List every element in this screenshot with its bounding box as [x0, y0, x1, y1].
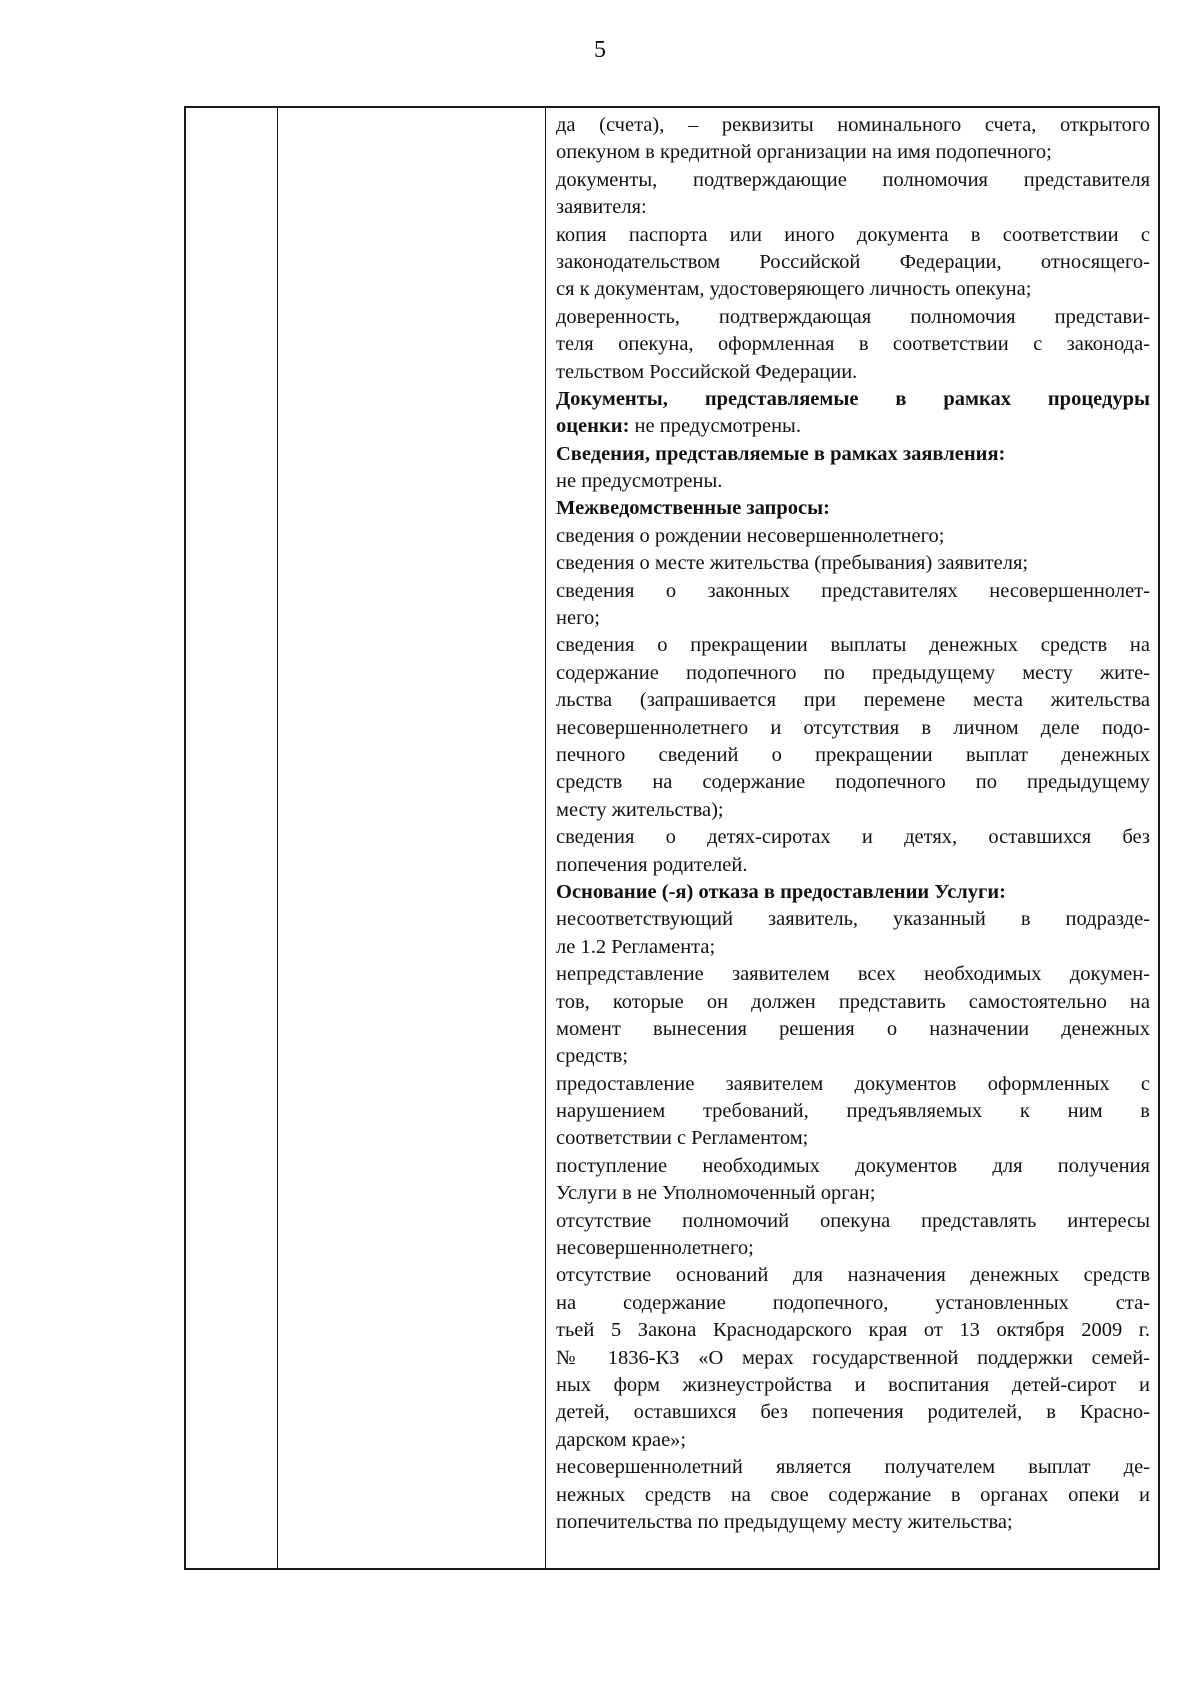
line-text: сведения о детях-сиротах и детях, оставшихся без	[556, 826, 1150, 849]
text-line	[556, 112, 1150, 139]
line-text: Услуги в не Уполномоченный орган;	[556, 1182, 876, 1205]
line-text: несовершеннолетнего и отсутствия в личном деле подо-	[556, 716, 1150, 739]
line-text: средств;	[556, 1045, 629, 1068]
text-line	[556, 1016, 1150, 1043]
line-text: сведения о законных представителях несовершеннолет-	[556, 579, 1150, 602]
text-line	[556, 331, 1150, 358]
text-line	[556, 879, 1150, 906]
text-line	[556, 687, 1150, 714]
text-line	[556, 550, 1150, 577]
text-line	[556, 167, 1150, 194]
text-line	[556, 1482, 1150, 1509]
line-text: детей, оставшихся без попечения родителей, в Красно-	[556, 1401, 1150, 1424]
bold-heading: Основание (-я) отказа в предоставлении Услуги:	[556, 880, 1006, 903]
text-line	[556, 194, 1150, 221]
text-line	[556, 249, 1150, 276]
line-text: несоответствующий заявитель, указанный в подразде-	[556, 908, 1150, 931]
page-number: 5	[594, 37, 606, 63]
line-text: предоставление заявителем документов оформленных с	[556, 1072, 1150, 1095]
line-text: на содержание подопечного, установленных ста-	[556, 1291, 1150, 1314]
line-text: опекуном в кредитной организации на имя подопечного;	[556, 141, 1052, 164]
line-text: соответствии с Регламентом;	[556, 1127, 809, 1150]
line-text: законодательством Российской Федерации, относящего-	[556, 250, 1150, 273]
line-text: попечительства по предыдущему месту жительства;	[556, 1510, 1013, 1533]
table-column-number	[186, 108, 278, 1568]
text-line	[556, 578, 1150, 605]
line-text: нарушением требований, предъявляемых к ним в	[556, 1100, 1150, 1123]
line-text: тельством Российской Федерации.	[556, 360, 858, 383]
line-text: копия паспорта или иного документа в соответствии с	[556, 223, 1150, 246]
bold-heading: Документы, представляемые в рамках процедуры	[556, 387, 1150, 410]
line-text: льства (запрашивается при перемене места жительства	[556, 689, 1150, 712]
line-text: содержание подопечного по предыдущему месту жите-	[556, 661, 1150, 684]
line-text: документы, подтверждающие полномочия представителя	[556, 168, 1150, 191]
text-line	[556, 1509, 1150, 1536]
text-line	[556, 1043, 1150, 1070]
text-line	[556, 222, 1150, 249]
text-line	[556, 1262, 1150, 1289]
text-line	[556, 715, 1150, 742]
line-text: дарском крае»;	[556, 1428, 687, 1451]
line-text: сведения о месте жительства (пребывания) заявителя;	[556, 552, 1029, 575]
text-line	[556, 632, 1150, 659]
line-text: месту жительства);	[556, 798, 724, 821]
table-column-content	[546, 108, 1158, 1568]
text-line	[556, 824, 1150, 851]
text-line	[556, 523, 1150, 550]
text-line	[556, 1208, 1150, 1235]
line-text: ных форм жизнеустройства и воспитания детей-сирот и	[556, 1373, 1150, 1396]
text-line	[556, 742, 1150, 769]
text-line	[556, 961, 1150, 988]
text-line	[556, 468, 1150, 495]
text-line	[556, 1098, 1150, 1125]
text-line	[556, 1235, 1150, 1262]
table-column-name	[278, 108, 546, 1568]
line-text: нежных средств на свое содержание в органах опеки и	[556, 1483, 1150, 1506]
bold-heading: оценки:	[556, 415, 630, 438]
line-text: момент вынесения решения о назначении денежных	[556, 1017, 1150, 1040]
text-line	[556, 139, 1150, 166]
text-line	[556, 386, 1150, 413]
text-line	[556, 1345, 1150, 1372]
line-text: тов, которые он должен представить самостоятельно на	[556, 990, 1150, 1013]
text-line	[556, 660, 1150, 687]
text-line	[556, 934, 1150, 961]
line-text: попечения родителей.	[556, 853, 748, 876]
bold-heading: Межведомственные запросы:	[556, 497, 830, 520]
line-text: непредставление заявителем всех необходимых докумен-	[556, 963, 1150, 986]
text-line	[556, 441, 1150, 468]
text-line	[556, 852, 1150, 879]
text-line	[556, 906, 1150, 933]
line-text: ся к документам, удостоверяющего личность опекуна;	[556, 278, 1032, 301]
line-text: печного сведений о прекращении выплат денежных	[556, 743, 1150, 766]
text-line	[556, 359, 1150, 386]
text-line	[556, 1454, 1150, 1481]
line-text: отсутствие полномочий опекуна представлять интересы	[556, 1209, 1150, 1232]
line-text: отсутствие оснований для назначения денежных средств	[556, 1264, 1150, 1287]
line-text: него;	[556, 607, 600, 630]
text-line	[556, 797, 1150, 824]
line-text: ле 1.2 Регламента;	[556, 935, 716, 958]
text-line	[556, 1427, 1150, 1454]
line-text: доверенность, подтверждающая полномочия представи-	[556, 305, 1150, 328]
line-text: несовершеннолетний является получателем выплат де-	[556, 1456, 1150, 1479]
text-line	[556, 1125, 1150, 1152]
line-text: сведения о рождении несовершеннолетнего;	[556, 524, 945, 547]
line-text: да (счета), – реквизиты номинального счета, открытого	[556, 114, 1150, 136]
line-text: средств на содержание подопечного по предыдущему	[556, 771, 1150, 794]
text-line	[556, 1317, 1150, 1344]
text-line	[556, 1180, 1150, 1207]
text-line	[556, 1071, 1150, 1098]
text-line	[556, 276, 1150, 303]
line-text: не предусмотрены.	[629, 415, 801, 438]
line-text: № 1836-КЗ «О мерах государственной поддержки семей-	[556, 1346, 1150, 1369]
document-table	[184, 106, 1160, 1570]
text-line	[556, 413, 1150, 440]
line-text: несовершеннолетнего;	[556, 1237, 754, 1260]
text-line	[556, 1290, 1150, 1317]
text-line	[556, 769, 1150, 796]
line-text: теля опекуна, оформленная в соответствии с законода-	[556, 333, 1150, 356]
text-line	[556, 605, 1150, 632]
text-line	[556, 1153, 1150, 1180]
line-text: поступление необходимых документов для получения	[556, 1154, 1150, 1177]
text-line	[556, 495, 1150, 522]
line-text: заявителя:	[556, 196, 647, 219]
text-line	[556, 304, 1150, 331]
bold-heading: Сведения, представляемые в рамках заявления:	[556, 442, 1006, 465]
text-line	[556, 1372, 1150, 1399]
text-line	[556, 989, 1150, 1016]
line-text: не предусмотрены.	[556, 470, 723, 493]
text-line	[556, 1399, 1150, 1426]
line-text: сведения о прекращении выплаты денежных средств на	[556, 634, 1150, 657]
line-text: тьей 5 Закона Краснодарского края от 13 октября 2009 г.	[556, 1319, 1150, 1342]
